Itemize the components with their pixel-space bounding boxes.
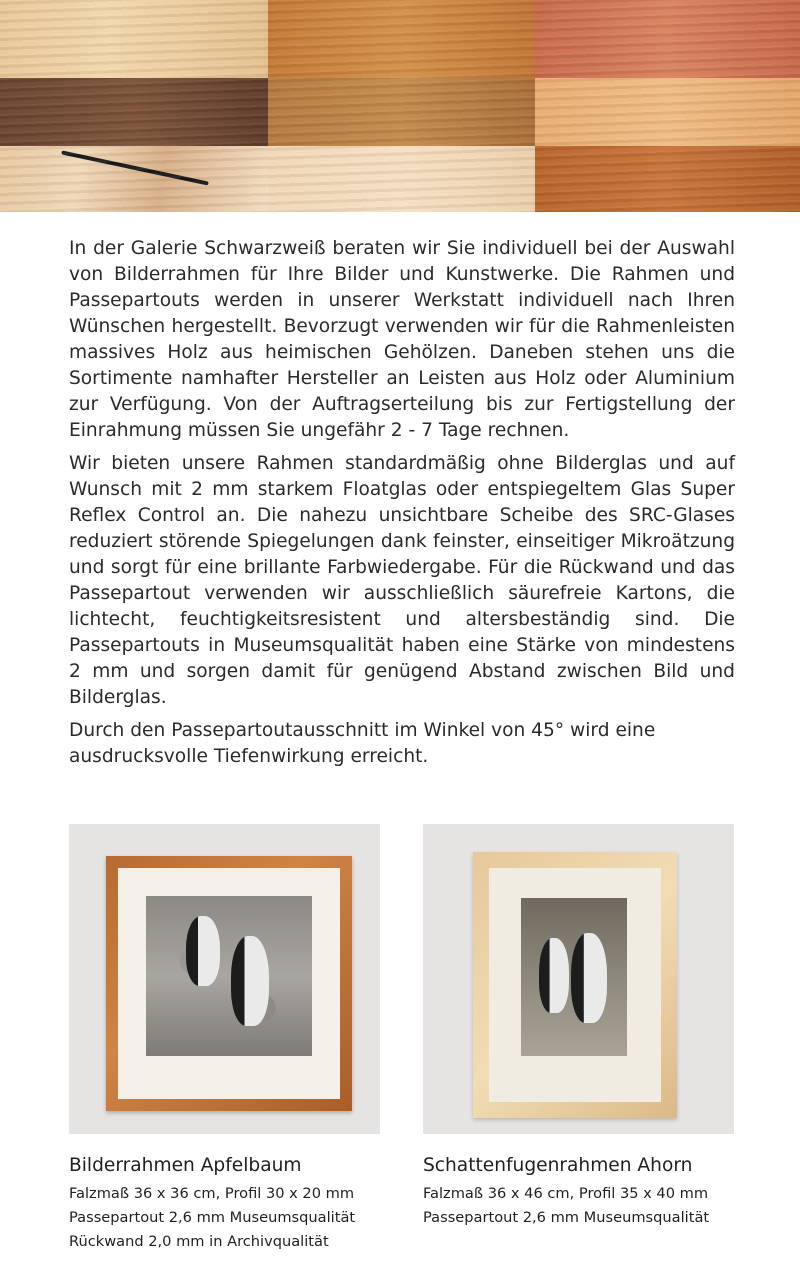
intro-paragraph: Durch den Passepartoutausschnitt im Winkel von 45° wird eine ausdrucksvolle Tiefenwirkung erreicht. <box>69 720 656 767</box>
product-spec: Falzmaß 36 x 46 cm, Profil 35 x 40 mm <box>423 1185 709 1202</box>
wood-sample-spalted-beech <box>0 146 268 212</box>
passepartout <box>118 868 340 1099</box>
wood-sample-maple <box>268 146 535 212</box>
product-title: Bilderrahmen Apfelbaum <box>69 1155 302 1176</box>
penguin-photo <box>146 896 312 1056</box>
passepartout <box>489 868 661 1102</box>
product-spec: Passepartout 2,6 mm Museumsqualität <box>69 1209 356 1226</box>
wood-sample-cherry <box>535 78 800 146</box>
wood-sample-elm <box>268 78 535 146</box>
wood-sample-oak <box>268 0 535 78</box>
wood-sample-ash <box>0 0 268 78</box>
product-photo-apfelbaum <box>69 824 380 1134</box>
intro-paragraph: Wir bieten unsere Rahmen standardmäßig ohne Bilderglas und auf Wunsch mit 2 mm starkem Floatglas oder entspiegeltem Glas Super Reflex Control an. Die nahezu unsichtbare Scheibe des SRC-Glases reduziert störende Spiegelungen dank feinster, einseitiger Mikroätzung und sorgt für eine brillante Farbwiedergabe. Für die Rückwand und das Passepartout verwenden wir ausschließlich säurefreie Kartons, die lichtecht, feuchtigkeitsresistent und altersbeständig sind. Die Passepartouts in Museumsqualität haben eine Stärke von mindestens 2 mm und sorgen damit für genügend Abstand zwischen Bild und Bilderglas. <box>69 453 735 708</box>
product-spec: Passepartout 2,6 mm Museumsqualität <box>423 1209 710 1226</box>
product-caption-ahorn <box>423 1153 709 1230</box>
wood-sample-alder <box>535 0 800 78</box>
product-photo-ahorn <box>423 824 734 1134</box>
product-caption-apfelbaum <box>69 1153 355 1254</box>
wood-sample-walnut <box>0 78 268 146</box>
product-spec: Falzmaß 36 x 36 cm, Profil 30 x 20 mm <box>69 1185 355 1202</box>
wood-samples-banner <box>0 0 800 212</box>
product-spec: Rückwand 2,0 mm in Archivqualität <box>69 1233 329 1250</box>
wood-sample-pear <box>535 146 800 212</box>
product-title: Schattenfugenrahmen Ahorn <box>423 1155 693 1176</box>
maple-shadow-frame <box>473 852 677 1118</box>
apple-wood-frame <box>106 856 352 1111</box>
intro-text <box>69 236 735 777</box>
penguin-photo <box>521 898 627 1056</box>
intro-paragraph: In der Galerie Schwarzweiß beraten wir Sie individuell bei der Auswahl von Bilderrahmen für Ihre Bilder und Kunstwerke. Die Rahmen und Passepartouts werden in unserer Werkstatt individuell nach Ihren Wünschen hergestellt. Bevorzugt verwenden wir für die Rahmenleisten massives Holz aus heimischen Gehölzen. Daneben stehen uns die Sortimente namhafter Hersteller an Leisten aus Holz oder Aluminium zur Verfügung. Von der Auftragserteilung bis zur Fertigstellung der Einrahmung müssen Sie ungefähr 2 - 7 Tage rechnen. <box>69 238 735 441</box>
